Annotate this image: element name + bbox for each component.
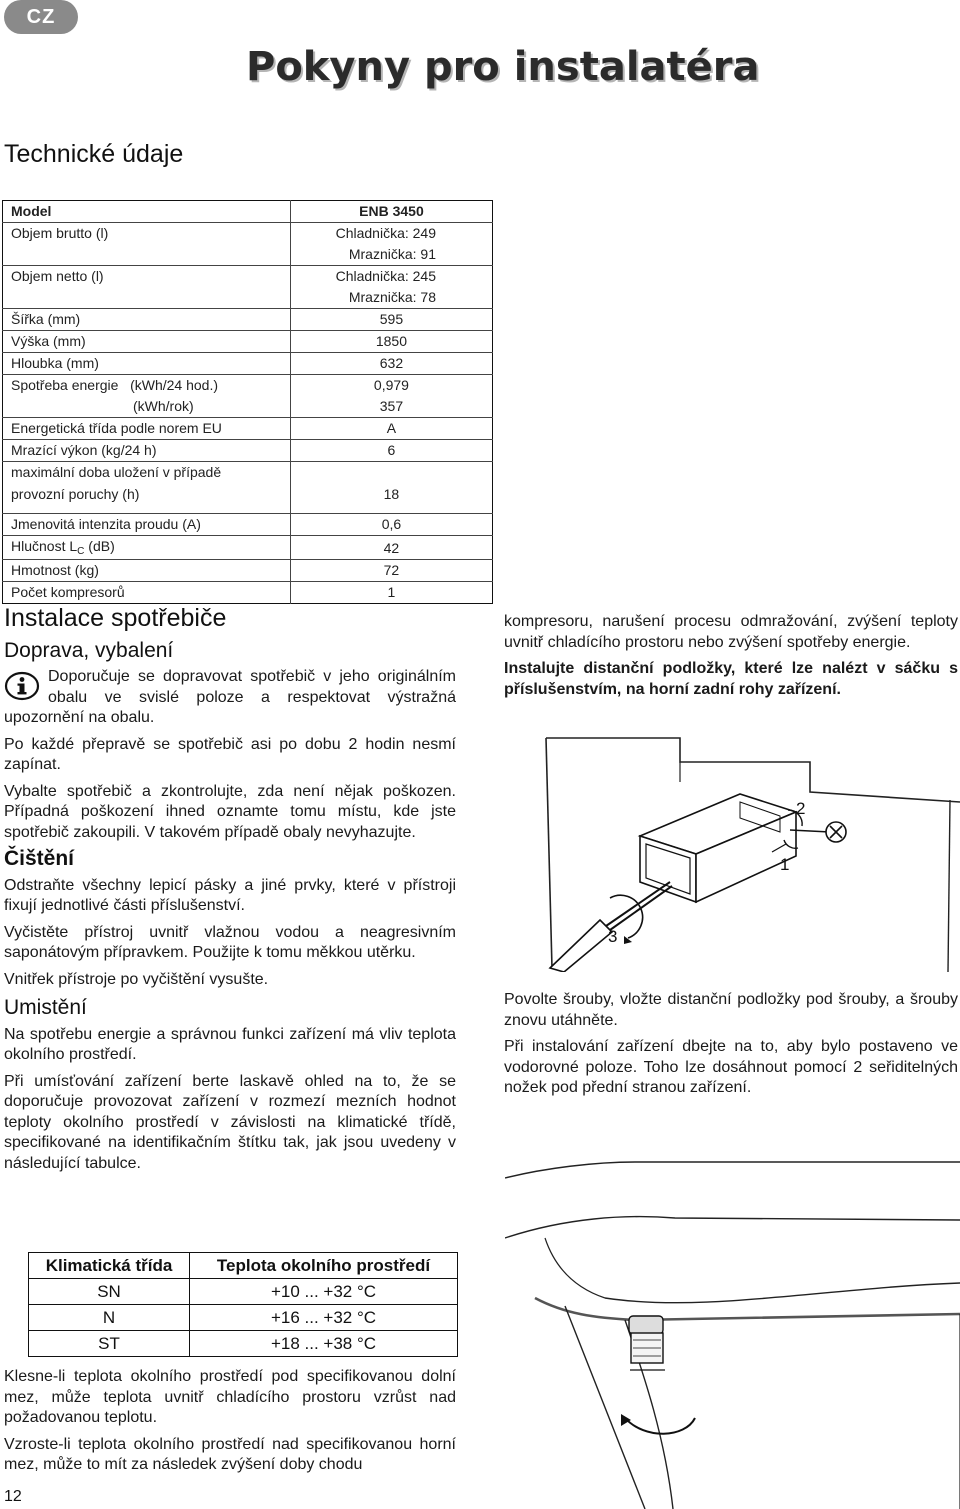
tech-label: Energetická třída podle norem EU: [3, 418, 291, 440]
transport-para-3: Vybalte spotřebič a zkontrolujte, zda není nějak poškozen. Případná poškození ihned oznamte tomu místu, kde jste spotřebič zakoupili. V takovém případě obaly nevyhazujte.: [4, 782, 456, 841]
tech-label: (kWh/rok): [3, 396, 291, 418]
page-title: Pokyny pro instalatéra: [246, 44, 760, 90]
tech-label: Spotřeba energie (kWh/24 hod.): [3, 375, 291, 397]
tech-value: 357: [379, 398, 404, 414]
tech-label: Výška (mm): [3, 331, 291, 353]
climate-temp-cell: +10 ... +32 °C: [190, 1279, 458, 1305]
figure-label-1: 1: [780, 855, 790, 874]
cleaning-para-2: Vyčistěte přístroj uvnitř vlažnou vodou a neagresivním saponátovým přípravkem. Použijte k tomu měkkou utěrku.: [4, 923, 456, 961]
tech-value: Mraznička: 91: [348, 246, 436, 262]
right-para-1: kompresoru, narušení procesu odmražování, zvýšení teploty uvnitř chladícího prostoru nebo zvýšení spotřeby energie.: [504, 613, 958, 651]
cleaning-para-1: Odstraňte všechny lepicí pásky a jiné prvky, které v přístroji fixují jednotlivé části příslušenství.: [4, 876, 456, 914]
placement-para-4: Vzroste-li teplota okolního prostředí nad specifikovanou horní mez, může to mít za následek zvýšení doby chodu: [4, 1435, 456, 1473]
transport-heading: Doprava, vybalení: [4, 638, 174, 662]
transport-para-1: Doporučuje se dopravovat spotřebič v jeho originálním obalu ve svislé poloze a respektovat výstražná upozornění na obalu.: [4, 668, 456, 726]
tech-label: Objem brutto (l): [3, 223, 291, 245]
climate-class-cell: ST: [29, 1331, 190, 1357]
tech-table: [2, 200, 493, 604]
tech-value: 0,6: [381, 515, 402, 532]
tech-value: 18: [383, 486, 400, 502]
tech-label: Jmenovitá intenzita proudu (A): [3, 513, 291, 535]
adjustable-foot-figure: [505, 1118, 960, 1509]
climate-header-temp: Teplota okolního prostředí: [190, 1253, 458, 1279]
tech-label: [3, 535, 291, 559]
tech-value: Chladnička: 245: [335, 268, 436, 284]
climate-class-cell: N: [29, 1305, 190, 1331]
tech-value: 42: [383, 539, 400, 556]
tech-value: 632: [379, 355, 404, 371]
install-heading: Instalace spotřebiče: [4, 604, 227, 632]
climate-temp-cell: +18 ... +38 °C: [190, 1331, 458, 1357]
spacer-installation-figure: [540, 732, 960, 972]
placement-para-2: Při umísťování zařízení berte laskavě ohled na to, že se doporučuje provozovat zařízení v rozmezí mezních hodnot teploty okolního prostředí v závislosti na klimatické třídě, specifikované na identifikačním štítku tak, jak jsou uvedeny v následující tabulce.: [4, 1072, 456, 1172]
tech-label: Model: [3, 201, 291, 223]
install-column-right-2: [504, 990, 958, 1105]
tech-label: Šířka (mm): [3, 309, 291, 331]
tech-label: provozní poruchy (h): [3, 483, 291, 513]
noise-label-sub: C: [77, 545, 85, 557]
tech-value: [290, 462, 492, 484]
noise-label-pre: Hlučnost L: [11, 537, 78, 554]
figure-label-2: 2: [796, 799, 806, 818]
placement-para-3: Klesne-li teplota okolního prostředí pod specifikovanou dolní mez, může teplota uvnitř chladícího prostoru vzrůst nad požadovanou teplotu.: [4, 1368, 456, 1426]
install-column-left-bottom: [4, 1367, 456, 1482]
tech-value: Mraznička: 78: [348, 289, 436, 305]
climate-header-class: Klimatická třída: [29, 1253, 190, 1279]
placement-para-1: Na spotřebu energie a správnou funkci zařízení má vliv teplota okolního prostředí.: [4, 1025, 456, 1063]
tech-label: Mrazící výkon (kg/24 h): [3, 440, 291, 462]
placement-heading: Umistění: [4, 996, 87, 1019]
tech-label: [3, 244, 291, 266]
right-para-4: Při instalování zařízení dbejte na to, aby bylo postaveno ve vodorovné poloze. Toho lze dosáhnout pomocí 2 seřiditelných nožek pod přední stranou zařízení.: [504, 1038, 958, 1096]
noise-label-post: (dB): [84, 537, 115, 554]
climate-table: [28, 1252, 458, 1357]
install-column-right: [504, 612, 958, 706]
tech-value: 1850: [375, 333, 408, 349]
tech-value: 6: [387, 442, 396, 458]
tech-label: Hloubka (mm): [3, 353, 291, 375]
tech-value: 595: [379, 311, 404, 327]
tech-value: 72: [383, 561, 400, 578]
cleaning-para-3: Vnitřek přístroje po vyčištění vysušte.: [4, 970, 269, 988]
tech-value: A: [386, 420, 397, 436]
tech-label: Objem netto (l): [3, 266, 291, 288]
tech-label: [3, 287, 291, 309]
page-number: 12: [4, 1488, 22, 1505]
tech-value: 1: [387, 583, 396, 600]
tech-value: ENB 3450: [359, 203, 424, 219]
figure-label-3: 3: [608, 927, 618, 946]
tech-heading: Technické údaje: [4, 140, 184, 168]
tech-label: maximální doba uložení v případě: [3, 462, 291, 484]
tech-value: Chladnička: 249: [335, 225, 436, 241]
tech-value: 0,979: [373, 377, 409, 393]
language-badge: CZ: [4, 0, 78, 34]
right-para-3: Povolte šrouby, vložte distanční podložky pod šrouby, a šrouby znovu utáhněte.: [504, 991, 958, 1029]
transport-para-2: Po každé přepravě se spotřebič asi po dobu 2 hodin nesmí zapínat.: [4, 735, 456, 773]
climate-temp-cell: +16 ... +32 °C: [190, 1305, 458, 1331]
tech-label: Hmotnost (kg): [3, 559, 291, 581]
install-column-left: [4, 604, 456, 1180]
tech-label: Počet kompresorů: [3, 581, 291, 603]
right-para-2: Instalujte distanční podložky, které lze nalézt v sáčku s příslušenstvím, na horní zadní rohy zařízení.: [504, 660, 958, 698]
cleaning-heading: Čištění: [4, 847, 75, 870]
info-icon: [4, 671, 40, 701]
climate-class-cell: SN: [29, 1279, 190, 1305]
